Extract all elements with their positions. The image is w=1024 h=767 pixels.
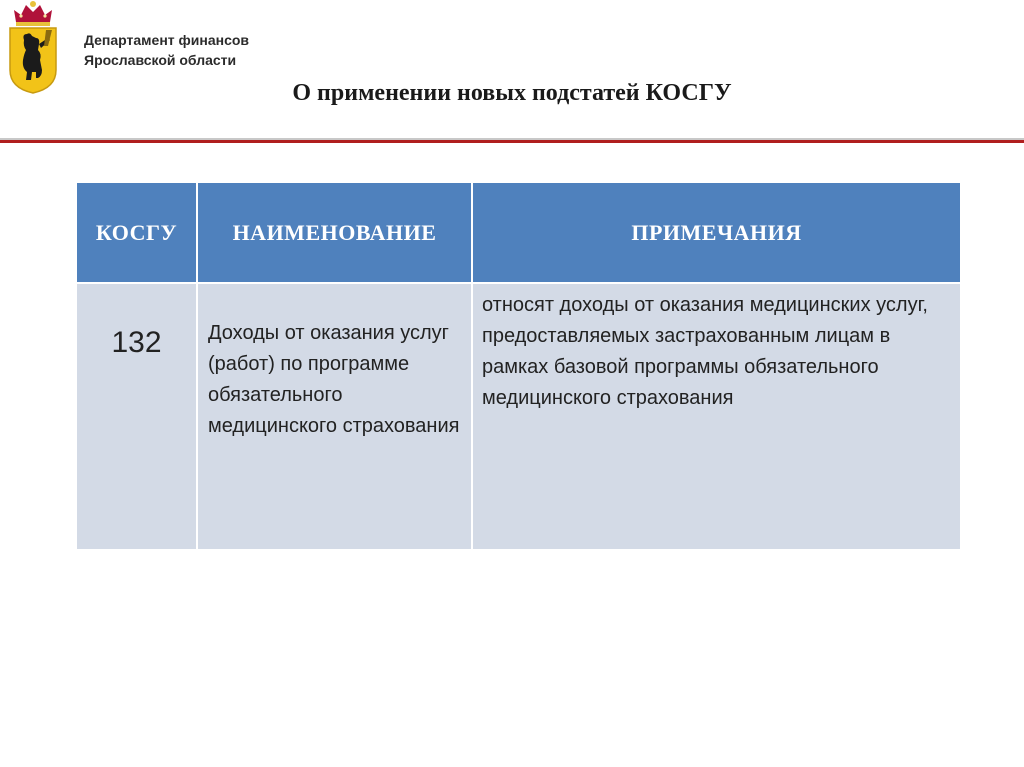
- cell-note: относят доходы от оказания медицинских услуг, предоставляемых застрахованным лицам в рамках базовой программы обязательного медицинского страхования: [472, 283, 961, 550]
- kosgu-table: [75, 181, 962, 551]
- column-header-name: НАИМЕНОВАНИЕ: [197, 182, 472, 283]
- table-row: [76, 283, 961, 550]
- org-line-1: Департамент финансов: [84, 32, 250, 48]
- org-line-2: Ярославской области: [84, 52, 237, 68]
- cell-name: Доходы от оказания услуг (работ) по программе обязательного медицинского страхования: [197, 283, 472, 550]
- organization-name: [84, 30, 249, 70]
- column-header-kosgu: КОСГУ: [76, 182, 197, 283]
- header-accent-rule: [0, 140, 1024, 143]
- slide-title: О применении новых подстатей КОСГУ: [292, 80, 732, 106]
- cell-kosgu-code: 132: [76, 283, 197, 550]
- column-header-notes: ПРИМЕЧАНИЯ: [472, 182, 961, 283]
- table-header-row: [76, 182, 961, 283]
